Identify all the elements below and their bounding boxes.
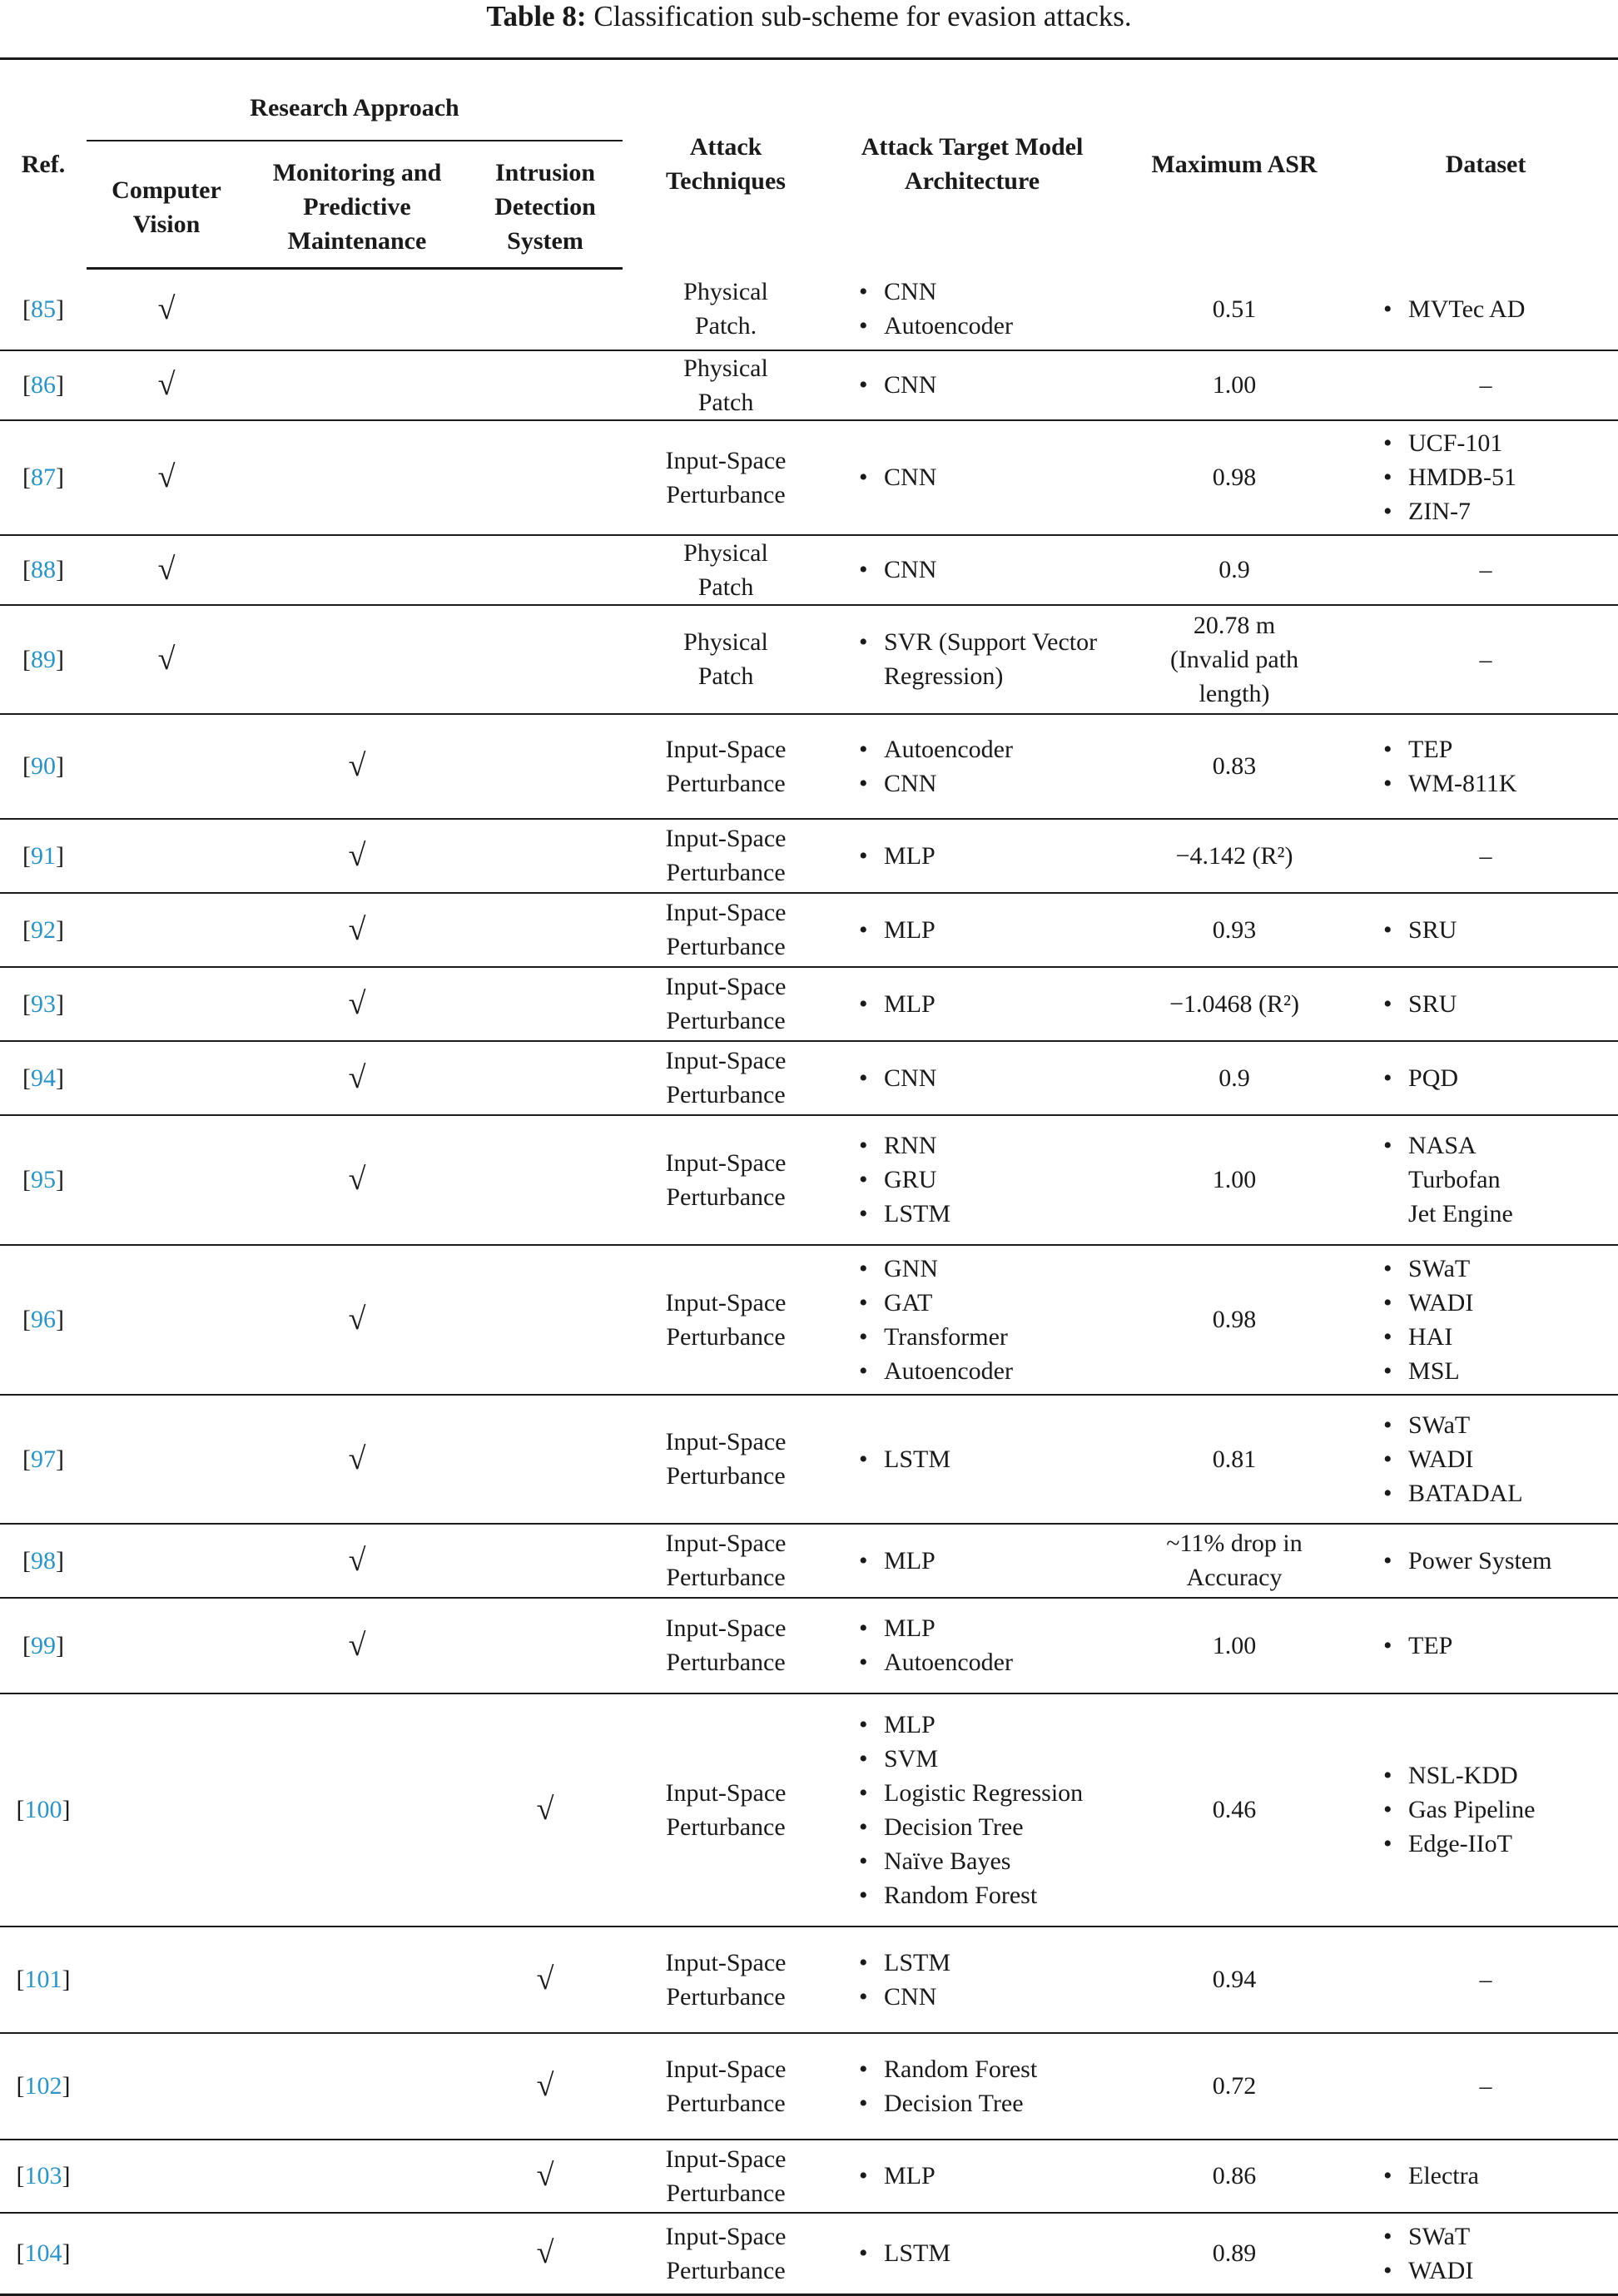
- approach-ids-cell: [468, 1395, 623, 1524]
- ref-cell: [86]: [0, 350, 87, 420]
- check-mark-icon: √: [348, 837, 366, 873]
- dataset-item: • UCF-101: [1377, 426, 1618, 460]
- dataset-item: • WADI: [1377, 1442, 1618, 1476]
- check-mark-icon: √: [348, 1441, 366, 1476]
- table-body: [0, 269, 1618, 2295]
- dataset-cell: [1353, 1395, 1618, 1524]
- ref-link[interactable]: 99: [31, 1631, 56, 1659]
- table-row: [0, 2140, 1618, 2213]
- table-row: [0, 1041, 1618, 1115]
- maximum-asr-cell: 0.46: [1115, 1693, 1353, 1927]
- dataset-item: • MVTec AD: [1377, 292, 1618, 326]
- approach-mon-cell: [246, 1395, 468, 1524]
- architecture-item: • GRU: [852, 1163, 1115, 1197]
- target-architecture-cell: [829, 893, 1115, 967]
- approach-cv-cell: [87, 1927, 246, 2033]
- table-row: [0, 819, 1618, 893]
- attack-technique-cell: Input-Space Perturbance: [623, 2140, 829, 2213]
- header-computer-vision: Computer Vision: [87, 146, 246, 269]
- table-row: [0, 420, 1618, 535]
- table-row: [0, 605, 1618, 714]
- approach-cv-cell: [87, 819, 246, 893]
- approach-mon-cell: [246, 2213, 468, 2295]
- target-architecture-cell: [829, 967, 1115, 1041]
- approach-mon-cell: [246, 819, 468, 893]
- maximum-asr-cell: 0.98: [1115, 420, 1353, 535]
- approach-mon-cell: [246, 1041, 468, 1115]
- dataset-item: • SWaT: [1377, 1408, 1618, 1442]
- architecture-item: • Autoencoder: [852, 1645, 1115, 1679]
- approach-ids-cell: [468, 1524, 623, 1598]
- approach-ids-cell: [468, 1927, 623, 2033]
- maximum-asr-cell: 0.86: [1115, 2140, 1353, 2213]
- architecture-item: • SVM: [852, 1742, 1115, 1776]
- approach-mon-cell: [246, 605, 468, 714]
- maximum-asr-cell: 1.00: [1115, 1598, 1353, 1693]
- dataset-item: • TEP: [1377, 1629, 1618, 1663]
- dataset-cell: [1353, 1245, 1618, 1395]
- approach-cv-cell: [87, 714, 246, 819]
- approach-mon-cell: [246, 2140, 468, 2213]
- check-mark-icon: √: [348, 911, 366, 947]
- check-mark-icon: √: [157, 367, 176, 402]
- attack-technique-cell: Physical Patch.: [623, 269, 829, 350]
- dataset-item: • HMDB-51: [1377, 460, 1618, 494]
- attack-technique-cell: Input-Space Perturbance: [623, 1524, 829, 1598]
- approach-ids-cell: [468, 269, 623, 350]
- maximum-asr-cell: ~11% drop in Accuracy: [1115, 1524, 1353, 1598]
- dataset-cell: [1353, 2213, 1618, 2295]
- ref-link[interactable]: 88: [31, 556, 56, 583]
- maximum-asr-cell: 0.81: [1115, 1395, 1353, 1524]
- approach-cv-cell: [87, 420, 246, 535]
- maximum-asr-cell: 1.00: [1115, 350, 1353, 420]
- check-mark-icon: √: [536, 2068, 554, 2103]
- dataset-item: • NASA Turbofan Jet Engine: [1377, 1128, 1533, 1231]
- dataset-cell: –: [1353, 2033, 1618, 2140]
- architecture-item: • LSTM: [852, 1442, 1115, 1476]
- maximum-asr-cell: 20.78 m (Invalid path length): [1115, 605, 1353, 714]
- approach-cv-cell: [87, 2140, 246, 2213]
- dataset-item: • SRU: [1377, 987, 1618, 1021]
- dataset-cell: [1353, 1598, 1618, 1693]
- table-row: [0, 535, 1618, 605]
- approach-mon-cell: [246, 420, 468, 535]
- header-target-architecture: Attack Target Model Architecture: [829, 59, 1115, 269]
- architecture-item: • Logistic Regression: [852, 1776, 1115, 1810]
- ref-cell: [93]: [0, 967, 87, 1041]
- dataset-item: • ZIN-7: [1377, 494, 1618, 528]
- ref-cell: [91]: [0, 819, 87, 893]
- dataset-item: • NSL-KDD: [1377, 1758, 1618, 1793]
- table-row: [0, 1927, 1618, 2033]
- ref-cell: [96]: [0, 1245, 87, 1395]
- check-mark-icon: √: [157, 459, 176, 494]
- check-mark-icon: √: [348, 1162, 366, 1197]
- approach-ids-cell: [468, 2033, 623, 2140]
- target-architecture-cell: [829, 819, 1115, 893]
- approach-ids-cell: [468, 1598, 623, 1693]
- ref-link[interactable]: 87: [31, 464, 56, 491]
- ref-link[interactable]: 89: [31, 645, 56, 673]
- dataset-cell: [1353, 1524, 1618, 1598]
- architecture-item: • MLP: [852, 1611, 1115, 1645]
- ref-cell: [87]: [0, 420, 87, 535]
- maximum-asr-cell: 0.94: [1115, 1927, 1353, 2033]
- ref-cell: [97]: [0, 1395, 87, 1524]
- table-row: [0, 967, 1618, 1041]
- ref-cell: [98]: [0, 1524, 87, 1598]
- table-row: [0, 1395, 1618, 1524]
- check-mark-icon: √: [348, 748, 366, 783]
- maximum-asr-cell: 1.00: [1115, 1115, 1353, 1245]
- approach-mon-cell: [246, 1245, 468, 1395]
- architecture-item: • Random Forest: [852, 2052, 1115, 2086]
- dataset-cell: [1353, 420, 1618, 535]
- architecture-item: • Autoencoder: [852, 732, 1115, 766]
- approach-mon-cell: [246, 350, 468, 420]
- approach-cv-cell: [87, 967, 246, 1041]
- maximum-asr-cell: −4.142 (R²): [1115, 819, 1353, 893]
- dataset-cell: [1353, 269, 1618, 350]
- attack-technique-cell: Input-Space Perturbance: [623, 1041, 829, 1115]
- approach-ids-cell: [468, 819, 623, 893]
- architecture-item: • CNN: [852, 553, 1115, 587]
- check-mark-icon: √: [348, 1059, 366, 1095]
- approach-ids-cell: [468, 1693, 623, 1927]
- dataset-cell: [1353, 2140, 1618, 2213]
- attack-technique-cell: Input-Space Perturbance: [623, 819, 829, 893]
- table-row: [0, 2213, 1618, 2295]
- target-architecture-cell: [829, 1524, 1115, 1598]
- ref-cell: [95]: [0, 1115, 87, 1245]
- approach-ids-cell: [468, 967, 623, 1041]
- check-mark-icon: √: [348, 1627, 366, 1663]
- ref-cell: [92]: [0, 893, 87, 967]
- ref-cell: [103]: [0, 2140, 87, 2213]
- ref-link[interactable]: 86: [31, 371, 56, 399]
- architecture-item: • MLP: [852, 2159, 1115, 2193]
- target-architecture-cell: [829, 1693, 1115, 1927]
- target-architecture-cell: [829, 714, 1115, 819]
- dataset-cell: –: [1353, 605, 1618, 714]
- approach-ids-cell: [468, 420, 623, 535]
- header-dataset: Dataset: [1353, 59, 1618, 269]
- attack-technique-cell: Input-Space Perturbance: [623, 2213, 829, 2295]
- header-maximum-asr: Maximum ASR: [1115, 59, 1353, 269]
- architecture-item: • MLP: [852, 1544, 1115, 1578]
- ref-cell: [104]: [0, 2213, 87, 2295]
- dataset-item: • Electra: [1377, 2159, 1618, 2193]
- maximum-asr-cell: 0.72: [1115, 2033, 1353, 2140]
- check-mark-icon: √: [348, 1302, 366, 1336]
- approach-mon-cell: [246, 1927, 468, 2033]
- dataset-item: • HAI: [1377, 1320, 1618, 1354]
- target-architecture-cell: [829, 1927, 1115, 2033]
- target-architecture-cell: [829, 2140, 1115, 2213]
- maximum-asr-cell: 0.98: [1115, 1245, 1353, 1395]
- architecture-item: • GNN: [852, 1252, 1115, 1286]
- approach-cv-cell: [87, 2213, 246, 2295]
- check-mark-icon: √: [157, 641, 176, 677]
- approach-cv-cell: [87, 1395, 246, 1524]
- table-row: [0, 350, 1618, 420]
- target-architecture-cell: [829, 1598, 1115, 1693]
- target-architecture-cell: [829, 2033, 1115, 2140]
- table-row: [0, 1245, 1618, 1395]
- dataset-item: • SWaT: [1377, 1252, 1618, 1286]
- dataset-item: • BATADAL: [1377, 1476, 1618, 1510]
- architecture-item: • LSTM: [852, 1197, 1115, 1231]
- approach-ids-cell: [468, 1245, 623, 1395]
- target-architecture-cell: [829, 1041, 1115, 1115]
- maximum-asr-cell: 0.9: [1115, 1041, 1353, 1115]
- table-row: [0, 1115, 1618, 1245]
- caption-label: Table 8:: [486, 0, 587, 32]
- approach-ids-cell: [468, 1115, 623, 1245]
- architecture-item: • SVR (Support Vector Regression): [852, 625, 1115, 693]
- ref-link[interactable]: 92: [31, 915, 56, 944]
- attack-technique-cell: Input-Space Perturbance: [623, 1115, 829, 1245]
- architecture-item: • Random Forest: [852, 1878, 1115, 1912]
- target-architecture-cell: [829, 420, 1115, 535]
- table-row: [0, 714, 1618, 819]
- ref-cell: [100]: [0, 1693, 87, 1927]
- approach-cv-cell: [87, 605, 246, 714]
- architecture-item: • Autoencoder: [852, 309, 1115, 343]
- approach-cv-cell: [87, 350, 246, 420]
- header-research-approach: [87, 59, 623, 147]
- dataset-cell: –: [1353, 350, 1618, 420]
- table-row: [0, 1598, 1618, 1693]
- architecture-item: • CNN: [852, 275, 1115, 309]
- attack-technique-cell: Input-Space Perturbance: [623, 1395, 829, 1524]
- approach-cv-cell: [87, 893, 246, 967]
- ref-link[interactable]: 95: [31, 1166, 56, 1193]
- ref-cell: [102]: [0, 2033, 87, 2140]
- approach-cv-cell: [87, 1693, 246, 1927]
- dataset-item: • WM-811K: [1377, 766, 1618, 801]
- architecture-item: • CNN: [852, 368, 1115, 402]
- table-row: [0, 269, 1618, 350]
- ref-cell: [88]: [0, 535, 87, 605]
- dataset-cell: [1353, 1041, 1618, 1115]
- attack-technique-cell: Input-Space Perturbance: [623, 967, 829, 1041]
- attack-technique-cell: Input-Space Perturbance: [623, 1245, 829, 1395]
- dataset-item: • PQD: [1377, 1061, 1618, 1095]
- ref-link[interactable]: 104: [24, 2239, 62, 2268]
- dataset-cell: [1353, 714, 1618, 819]
- header-ref: Ref.: [0, 59, 87, 269]
- table-header: [0, 59, 1618, 269]
- dataset-item: • Gas Pipeline: [1377, 1793, 1618, 1827]
- architecture-item: • MLP: [852, 1708, 1115, 1742]
- approach-cv-cell: [87, 2033, 246, 2140]
- check-mark-icon: √: [536, 1961, 554, 1996]
- table-caption: [0, 0, 1618, 35]
- approach-mon-cell: [246, 535, 468, 605]
- ref-link[interactable]: 103: [24, 2162, 62, 2189]
- check-mark-icon: √: [536, 2158, 554, 2193]
- architecture-item: • Decision Tree: [852, 1810, 1115, 1844]
- maximum-asr-cell: −1.0468 (R²): [1115, 967, 1353, 1041]
- architecture-item: • MLP: [852, 987, 1115, 1021]
- attack-technique-cell: Input-Space Perturbance: [623, 420, 829, 535]
- table-row: [0, 1524, 1618, 1598]
- maximum-asr-cell: 0.89: [1115, 2213, 1353, 2295]
- dataset-item: • Edge-IIoT: [1377, 1827, 1618, 1861]
- check-mark-icon: √: [536, 1792, 554, 1827]
- target-architecture-cell: [829, 1245, 1115, 1395]
- maximum-asr-cell: 0.9: [1115, 535, 1353, 605]
- header-attack-techniques: Attack Techniques: [623, 59, 829, 269]
- architecture-item: • MLP: [852, 913, 1115, 947]
- ref-cell: [99]: [0, 1598, 87, 1693]
- check-mark-icon: √: [157, 552, 176, 587]
- research-approach-label: Research Approach: [87, 82, 623, 141]
- maximum-asr-cell: 0.93: [1115, 893, 1353, 967]
- check-mark-icon: √: [536, 2235, 554, 2271]
- approach-cv-cell: [87, 1041, 246, 1115]
- dataset-cell: –: [1353, 819, 1618, 893]
- attack-technique-cell: Input-Space Perturbance: [623, 1598, 829, 1693]
- dataset-cell: –: [1353, 535, 1618, 605]
- check-mark-icon: √: [348, 985, 366, 1021]
- dataset-item: • SRU: [1377, 913, 1618, 947]
- ref-link[interactable]: 90: [31, 752, 56, 780]
- attack-technique-cell: Input-Space Perturbance: [623, 1693, 829, 1927]
- header-ids: Intrusion Detection System: [468, 146, 623, 269]
- approach-mon-cell: [246, 967, 468, 1041]
- ref-cell: [90]: [0, 714, 87, 819]
- header-monitoring: Monitoring and Predictive Maintenance: [246, 146, 468, 269]
- ref-link[interactable]: 91: [31, 841, 56, 870]
- approach-ids-cell: [468, 2213, 623, 2295]
- evasion-attacks-table: [0, 57, 1618, 2296]
- approach-ids-cell: [468, 2140, 623, 2213]
- attack-technique-cell: Physical Patch: [623, 350, 829, 420]
- dataset-item: • MSL: [1377, 1354, 1618, 1388]
- target-architecture-cell: [829, 269, 1115, 350]
- approach-ids-cell: [468, 714, 623, 819]
- dataset-cell: –: [1353, 1927, 1618, 2033]
- dataset-cell: [1353, 967, 1618, 1041]
- dataset-item: • SWaT: [1377, 2219, 1618, 2254]
- check-mark-icon: √: [348, 1542, 366, 1578]
- dataset-item: • TEP: [1377, 732, 1618, 766]
- ref-cell: [94]: [0, 1041, 87, 1115]
- ref-link[interactable]: 94: [31, 1064, 56, 1092]
- approach-cv-cell: [87, 535, 246, 605]
- ref-cell: [89]: [0, 605, 87, 714]
- approach-cv-cell: [87, 1115, 246, 1245]
- ref-link[interactable]: 100: [24, 1796, 62, 1823]
- approach-cv-cell: [87, 269, 246, 350]
- maximum-asr-cell: 0.83: [1115, 714, 1353, 819]
- attack-technique-cell: Physical Patch: [623, 535, 829, 605]
- ref-link[interactable]: 93: [31, 989, 56, 1018]
- table-row: [0, 2033, 1618, 2140]
- architecture-item: • MLP: [852, 839, 1115, 873]
- table-row: [0, 1693, 1618, 1927]
- approach-cv-cell: [87, 1524, 246, 1598]
- architecture-item: • Naïve Bayes: [852, 1844, 1115, 1878]
- dataset-cell: [1353, 893, 1618, 967]
- ref-link[interactable]: 97: [31, 1445, 56, 1473]
- architecture-item: • GAT: [852, 1286, 1115, 1320]
- attack-technique-cell: Input-Space Perturbance: [623, 1927, 829, 2033]
- architecture-item: • CNN: [852, 1980, 1115, 2014]
- ref-link[interactable]: 102: [24, 2072, 62, 2100]
- ref-link[interactable]: 98: [31, 1546, 56, 1574]
- check-mark-icon: √: [157, 291, 176, 327]
- dataset-item: • Power System: [1377, 1544, 1618, 1578]
- attack-technique-cell: Input-Space Perturbance: [623, 2033, 829, 2140]
- approach-cv-cell: [87, 1245, 246, 1395]
- architecture-item: • CNN: [852, 1061, 1115, 1095]
- approach-mon-cell: [246, 1693, 468, 1927]
- architecture-item: • Decision Tree: [852, 2086, 1115, 2120]
- caption-text: Classification sub-scheme for evasion attacks.: [593, 0, 1132, 32]
- approach-mon-cell: [246, 269, 468, 350]
- dataset-cell: [1353, 1115, 1618, 1245]
- approach-ids-cell: [468, 1041, 623, 1115]
- ref-link[interactable]: 85: [31, 295, 56, 323]
- target-architecture-cell: [829, 1395, 1115, 1524]
- architecture-item: • CNN: [852, 460, 1115, 494]
- dataset-item: • WADI: [1377, 1286, 1618, 1320]
- approach-mon-cell: [246, 2033, 468, 2140]
- approach-mon-cell: [246, 714, 468, 819]
- ref-link[interactable]: 101: [24, 1966, 62, 1993]
- attack-technique-cell: Physical Patch: [623, 605, 829, 714]
- target-architecture-cell: [829, 605, 1115, 714]
- approach-ids-cell: [468, 350, 623, 420]
- maximum-asr-cell: 0.51: [1115, 269, 1353, 350]
- architecture-item: • LSTM: [852, 2236, 1115, 2270]
- target-architecture-cell: [829, 350, 1115, 420]
- ref-cell: [85]: [0, 269, 87, 350]
- approach-mon-cell: [246, 893, 468, 967]
- dataset-item: • WADI: [1377, 2254, 1618, 2288]
- target-architecture-cell: [829, 2213, 1115, 2295]
- approach-ids-cell: [468, 605, 623, 714]
- target-architecture-cell: [829, 1115, 1115, 1245]
- architecture-item: • RNN: [852, 1128, 1115, 1163]
- dataset-cell: [1353, 1693, 1618, 1927]
- attack-technique-cell: Input-Space Perturbance: [623, 893, 829, 967]
- architecture-item: • Transformer: [852, 1320, 1115, 1354]
- ref-cell: [101]: [0, 1927, 87, 2033]
- approach-ids-cell: [468, 893, 623, 967]
- table-row: [0, 893, 1618, 967]
- target-architecture-cell: [829, 535, 1115, 605]
- architecture-item: • LSTM: [852, 1946, 1115, 1980]
- approach-cv-cell: [87, 1598, 246, 1693]
- architecture-item: • Autoencoder: [852, 1354, 1115, 1388]
- approach-mon-cell: [246, 1524, 468, 1598]
- approach-mon-cell: [246, 1598, 468, 1693]
- approach-mon-cell: [246, 1115, 468, 1245]
- ref-link[interactable]: 96: [31, 1306, 56, 1333]
- architecture-item: • CNN: [852, 766, 1115, 801]
- attack-technique-cell: Input-Space Perturbance: [623, 714, 829, 819]
- approach-ids-cell: [468, 535, 623, 605]
